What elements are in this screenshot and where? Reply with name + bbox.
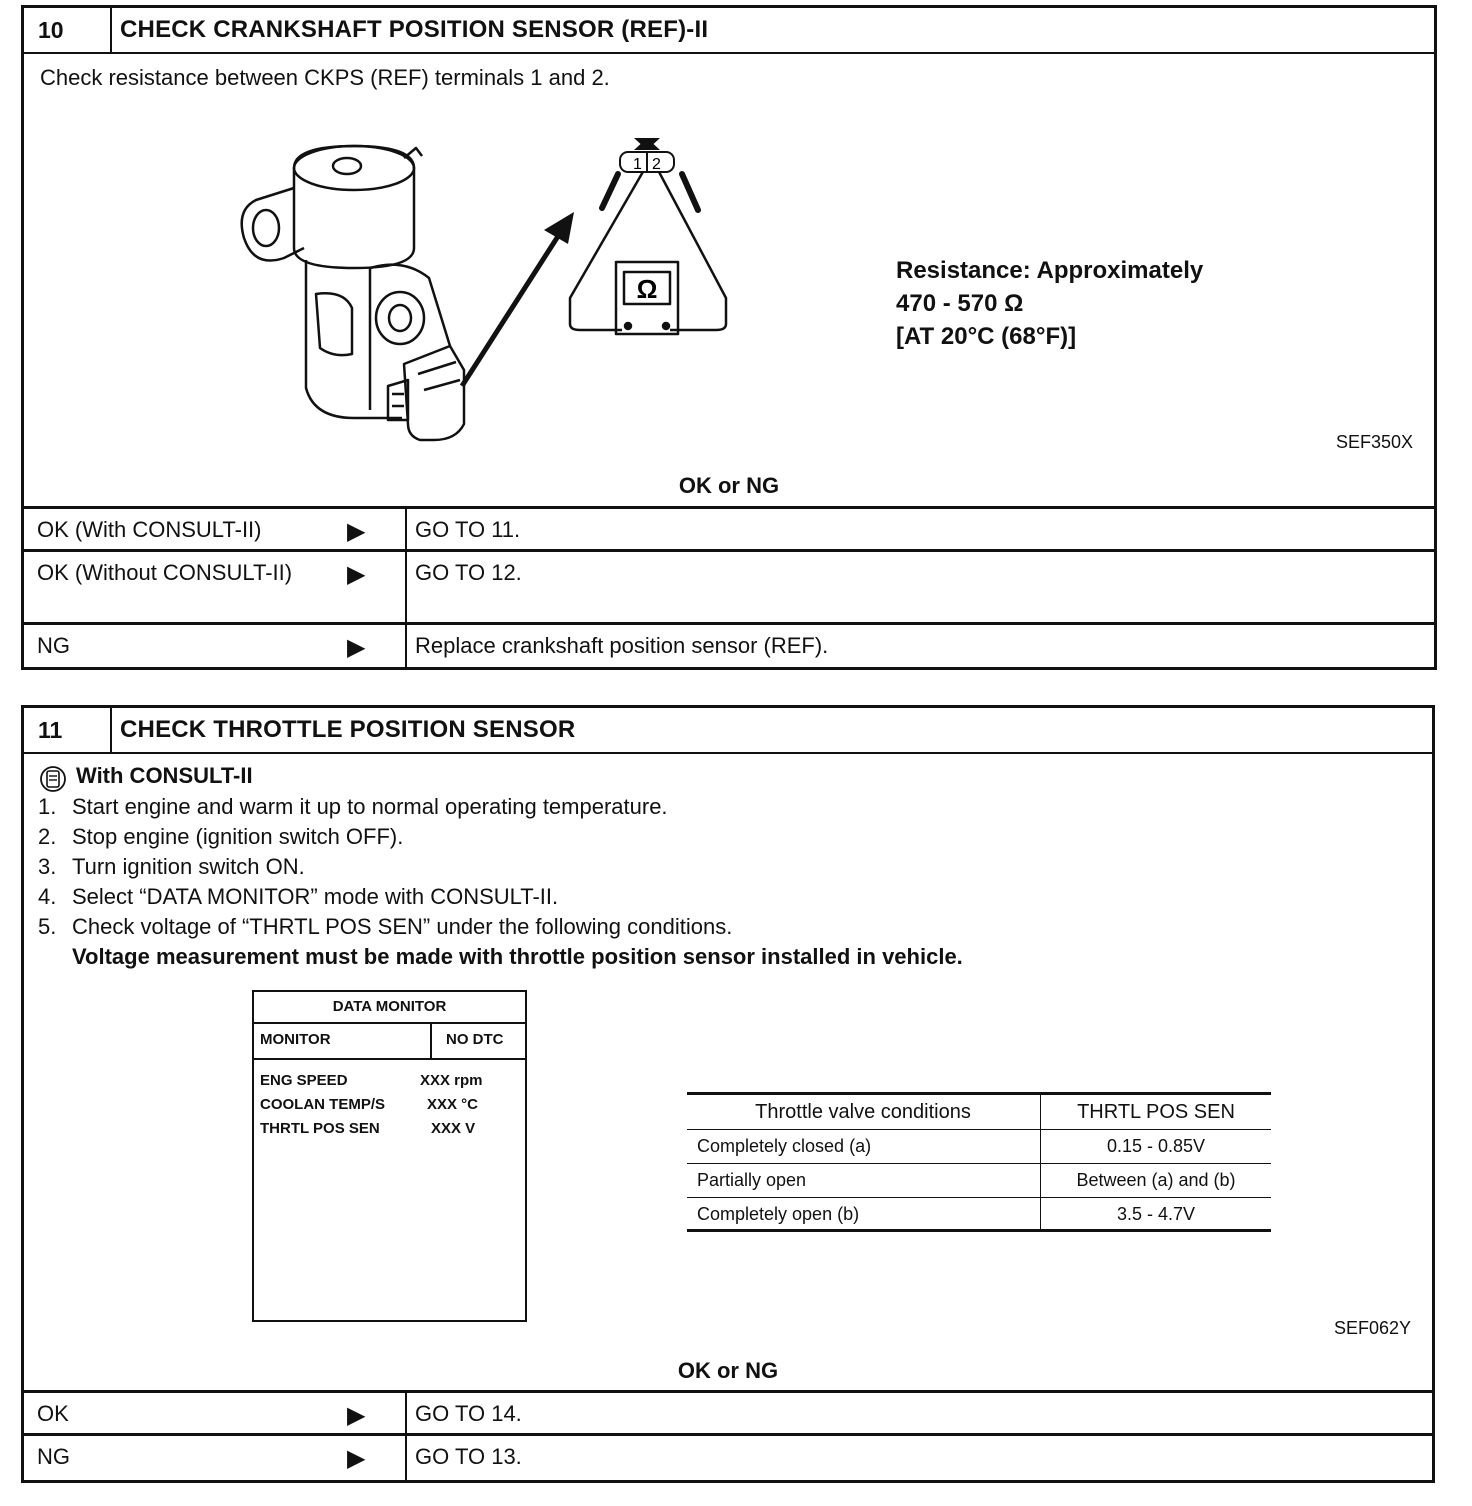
table-header: Throttle valve conditions (755, 1101, 971, 1123)
step-number: 10 (24, 8, 112, 52)
resistance-spec-line-3: [AT 20°C (68°F)] (896, 323, 1077, 350)
result-action-cell (405, 552, 522, 625)
table-header: THRTL POS SEN (1077, 1101, 1235, 1123)
table-row: Completely closed (a) 0.15 - 0.85V (687, 1129, 1271, 1164)
step-10-header (24, 8, 1434, 54)
step-title: CHECK THROTTLE POSITION SENSOR (120, 716, 576, 743)
result-action-cell (405, 625, 829, 667)
ok-or-ng-heading: OK or NG (677, 1358, 779, 1383)
result-action-cell (405, 1436, 522, 1480)
ohm-symbol: Ω (636, 274, 658, 304)
arrow-right-icon: ▶ (347, 518, 366, 545)
result-label: OK (37, 1401, 69, 1426)
result-action: GO TO 14. (415, 1401, 522, 1426)
result-row-ng (21, 1433, 1435, 1480)
table-header-row (687, 1095, 1271, 1130)
procedure-step: 2. Stop engine (ignition switch OFF). (38, 824, 404, 849)
step-10-block (21, 5, 1437, 670)
table-row: Partially open Between (a) and (b) (687, 1163, 1271, 1198)
monitor-title: DATA MONITOR (254, 992, 525, 1024)
result-row-ok-with-consult (21, 506, 1437, 551)
result-label: OK (With CONSULT-II) (37, 517, 262, 542)
resistance-spec-line-2: 470 - 570 Ω (896, 290, 1024, 317)
result-label: NG (37, 633, 70, 658)
consult-tester-icon (38, 765, 68, 793)
step-number: 11 (24, 708, 112, 752)
result-label: NG (37, 1444, 70, 1469)
table-row: Completely open (b) 3.5 - 4.7V (697, 1204, 1196, 1224)
arrow-right-icon: ▶ (347, 1402, 366, 1429)
arrow-right-icon: ▶ (347, 561, 366, 588)
with-consult-heading: With CONSULT-II (76, 763, 253, 788)
result-row-ok (21, 1390, 1435, 1436)
result-action: GO TO 11. (415, 517, 521, 542)
step-instruction: Check resistance between CKPS (REF) terminals 1 and 2. (40, 65, 610, 90)
result-action: GO TO 12. (415, 560, 522, 585)
result-action-cell (405, 1393, 522, 1436)
procedure-step: 1. Start engine and warm it up to normal operating temperature. (38, 794, 668, 819)
arrow-right-icon: ▶ (347, 634, 366, 661)
arrow-right-icon: ▶ (347, 1445, 366, 1472)
data-monitor-screen (252, 990, 527, 1322)
terminal-1-label: 1 (633, 156, 642, 173)
warning-note: Voltage measurement must be made with throttle position sensor installed in vehicle. (72, 944, 963, 969)
sensor-resistance-illustration (224, 118, 744, 458)
resistance-spec-line-1: Resistance: Approximately (896, 257, 1204, 284)
result-action: GO TO 13. (415, 1444, 522, 1469)
step-11-block (21, 705, 1435, 1483)
result-action-cell (405, 509, 521, 551)
monitor-header (254, 1022, 525, 1060)
result-row-ng (21, 622, 1437, 667)
monitor-row: THRTL POS SEN XXX V (260, 1120, 476, 1137)
ok-or-ng-heading: OK or NG (678, 473, 780, 498)
result-row-ok-without-consult (21, 549, 1437, 625)
monitor-row: COOLAN TEMP/S XXX °C (260, 1096, 479, 1113)
figure-id: SEF062Y (1334, 1318, 1412, 1338)
monitor-row: ENG SPEED XXX rpm (260, 1072, 483, 1089)
step-11-header (24, 708, 1432, 754)
procedure-step: 5. Check voltage of “THRTL POS SEN” under the following conditions. (38, 914, 733, 939)
terminal-2-label: 2 (652, 156, 661, 173)
monitor-status: NO DTC (446, 1031, 504, 1048)
procedure-step: 3. Turn ignition switch ON. (38, 854, 305, 879)
monitor-col-header: MONITOR (260, 1031, 331, 1048)
step-title: CHECK CRANKSHAFT POSITION SENSOR (REF)-II (120, 16, 709, 43)
figure-id: SEF350X (1336, 432, 1414, 452)
result-label: OK (Without CONSULT-II) (37, 560, 293, 585)
procedure-step: 4. Select “DATA MONITOR” mode with CONSULT-II. (38, 884, 559, 909)
result-action: Replace crankshaft position sensor (REF). (415, 633, 829, 658)
